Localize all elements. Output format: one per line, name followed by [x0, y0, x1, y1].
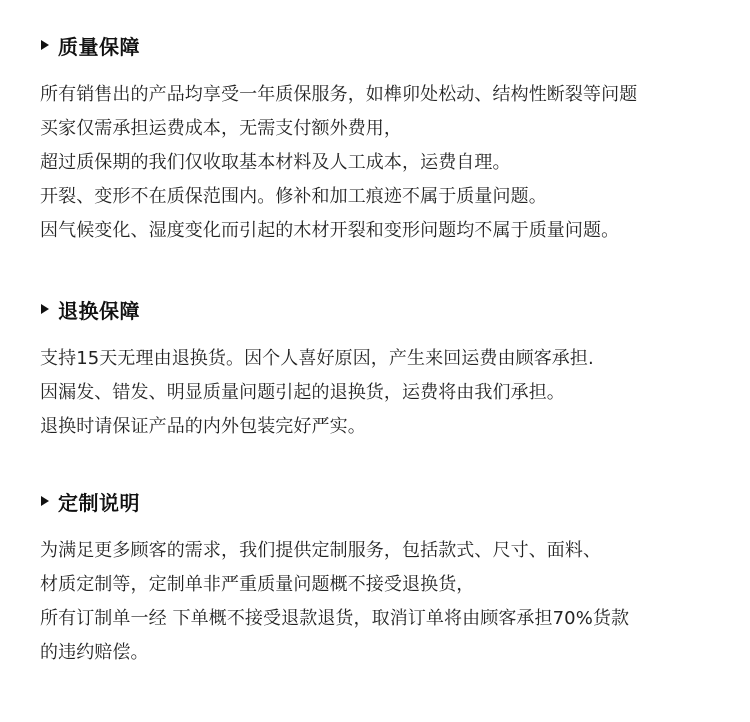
quality-guarantee-body — [40, 78, 740, 248]
paragraph-line: 超过质保期的我们仅收取基本材料及人工成本，运费自理。 — [40, 152, 511, 173]
return-guarantee-heading — [40, 295, 740, 323]
return-guarantee-section — [40, 295, 740, 444]
paragraph-line: 开裂、变形不在质保范围内。修补和加工痕迹不属于质量问题。 — [40, 186, 547, 207]
paragraph-line: 材质定制等，定制单非严重质量问题概不接受退换货， — [40, 574, 475, 595]
customization-section — [40, 487, 740, 670]
triangle-right-icon — [41, 304, 49, 314]
paragraph-line: 为满足更多顾客的需求，我们提供定制服务，包括款式、尺寸、面料、 — [40, 540, 602, 561]
paragraph-line: 买家仅需承担运费成本，无需支付额外费用， — [40, 118, 402, 139]
paragraph-line: 因气候变化、湿度变化而引起的木材开裂和变形问题均不属于质量问题。 — [40, 220, 620, 241]
paragraph-line: 支持15天无理由退换货。因个人喜好原因，产生来回运费由顾客承担. — [40, 348, 594, 369]
triangle-right-icon — [41, 496, 49, 506]
quality-guarantee-section — [40, 31, 740, 248]
paragraph-line: 的违约赔偿。 — [40, 642, 149, 663]
customization-body — [40, 534, 740, 670]
paragraph-line: 退换时请保证产品的内外包装完好严实。 — [40, 416, 366, 437]
quality-guarantee-heading — [40, 31, 740, 59]
paragraph-line: 因漏发、错发、明显质量问题引起的退换货，运费将由我们承担。 — [40, 382, 565, 403]
customization-title: 定制说明 — [58, 490, 140, 515]
customization-heading — [40, 487, 740, 515]
triangle-right-icon — [41, 40, 49, 50]
return-guarantee-title: 退换保障 — [58, 298, 140, 323]
paragraph-line: 所有销售出的产品均享受一年质保服务，如榫卯处松动、结构性断裂等问题 — [40, 84, 638, 105]
paragraph-line: 所有订制单一经 下单概不接受退款退货，取消订单将由顾客承担70%货款 — [40, 608, 630, 629]
quality-guarantee-title: 质量保障 — [58, 34, 140, 59]
return-guarantee-body — [40, 342, 740, 444]
